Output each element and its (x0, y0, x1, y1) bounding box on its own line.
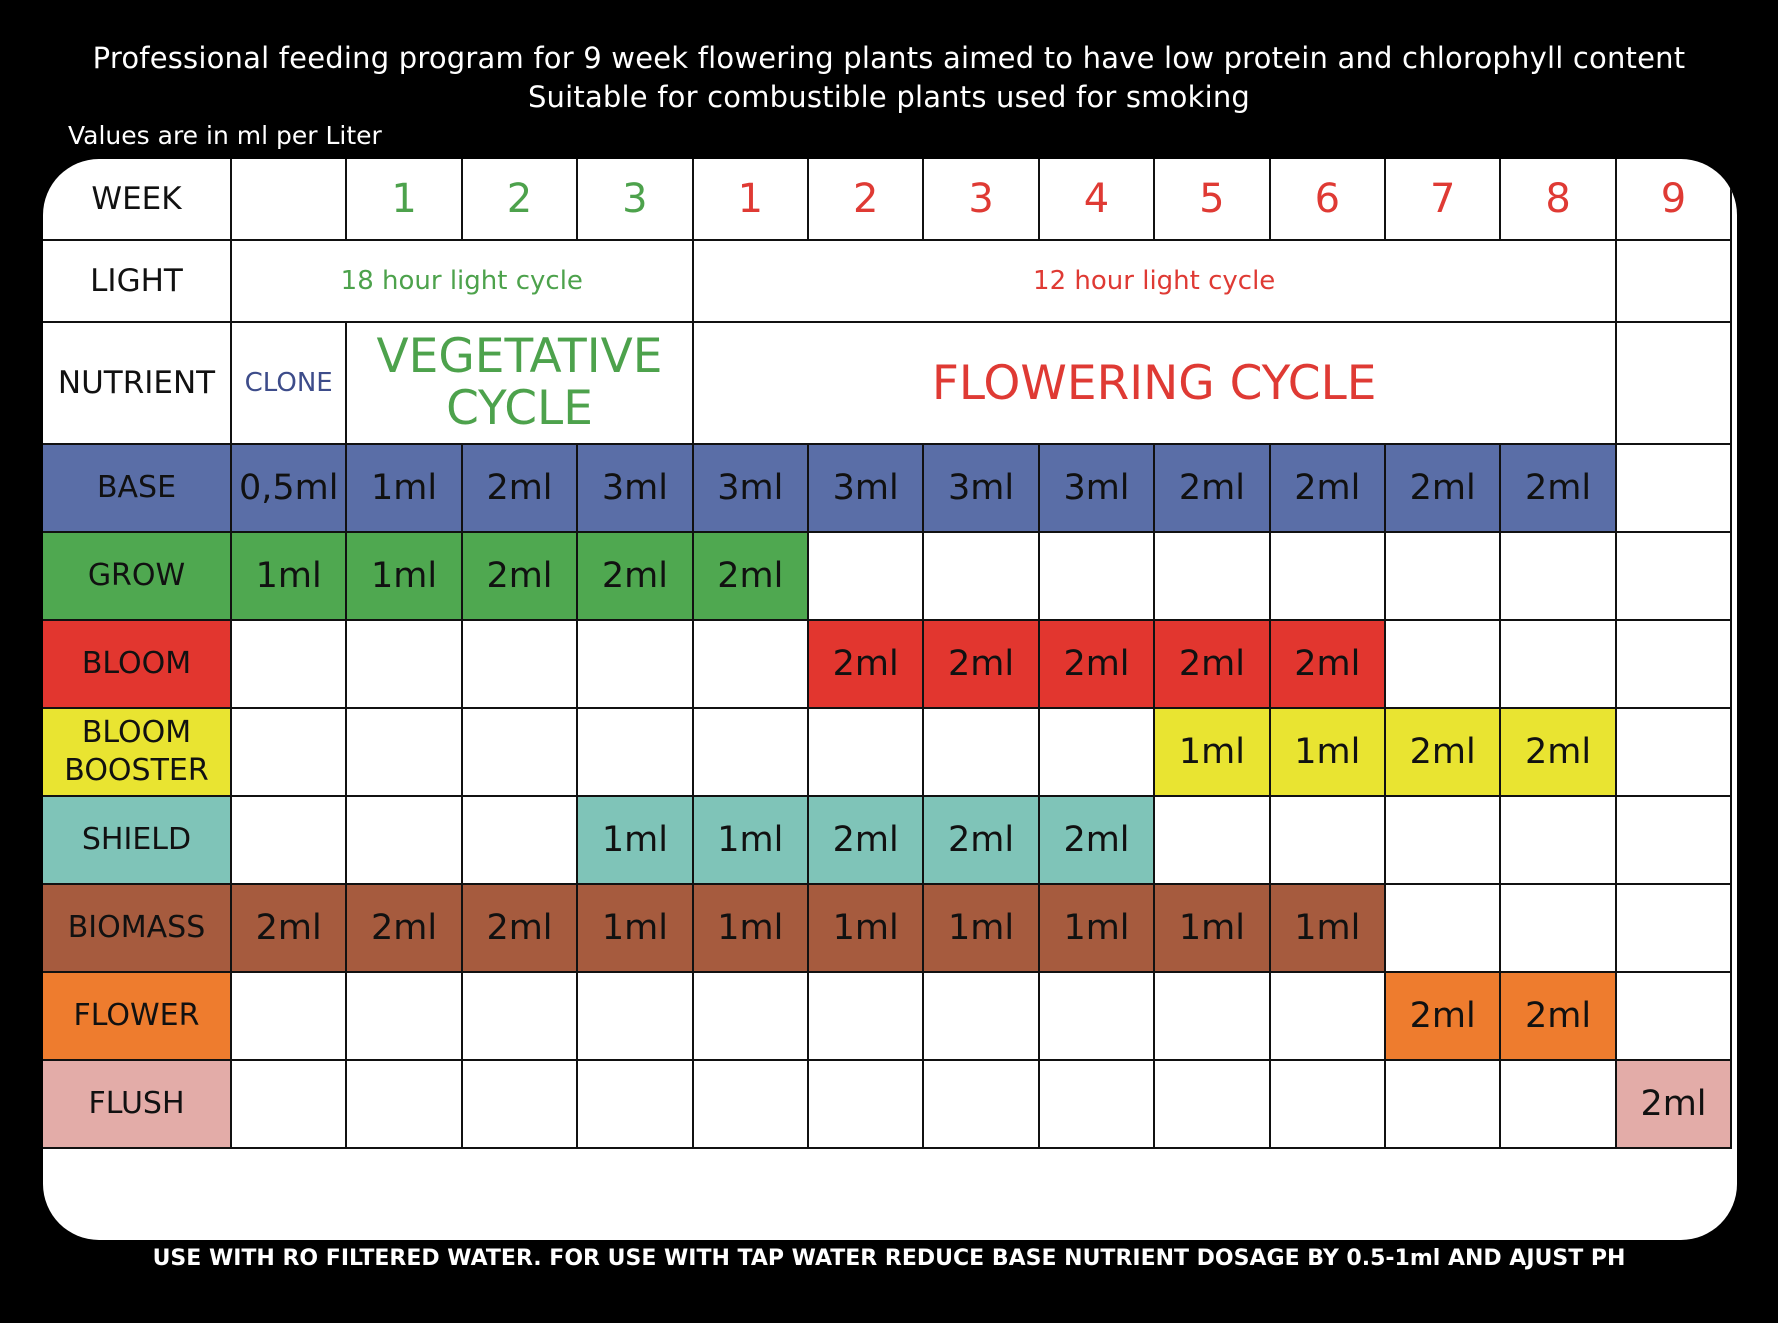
dose-cell-grow (809, 533, 924, 621)
row-label-biomass: BIOMASS (43, 885, 232, 973)
dose-cell-bloom (1617, 621, 1732, 709)
dose-cell-biomass: 1ml (694, 885, 809, 973)
dose-cell-shield (1155, 797, 1270, 885)
dose-cell-bloom-booster (347, 709, 462, 797)
dose-cell-flush (924, 1061, 1039, 1149)
dose-cell-bloom-booster: 2ml (1386, 709, 1501, 797)
row-label-base: BASE (43, 445, 232, 533)
dose-cell-bloom (1386, 621, 1501, 709)
dose-cell-flower (463, 973, 578, 1061)
dose-cell-flush (1501, 1061, 1616, 1149)
row-label-shield: SHIELD (43, 797, 232, 885)
clone-cell: CLONE (232, 323, 347, 445)
dose-cell-grow (924, 533, 1039, 621)
dose-cell-grow: 1ml (232, 533, 347, 621)
dose-cell-bloom-booster (694, 709, 809, 797)
dose-cell-flush: 2ml (1617, 1061, 1732, 1149)
row-label-flush: FLUSH (43, 1061, 232, 1149)
week-number-cell: 8 (1501, 159, 1616, 241)
dose-cell-biomass: 1ml (1040, 885, 1155, 973)
flowering-cycle-cell: FLOWERING CYCLE (694, 323, 1617, 445)
week-number-cell: 7 (1386, 159, 1501, 241)
dose-cell-bloom (232, 621, 347, 709)
week-number-cell: 9 (1617, 159, 1732, 241)
dose-cell-biomass: 2ml (347, 885, 462, 973)
dose-cell-biomass: 1ml (1271, 885, 1386, 973)
dose-cell-biomass: 1ml (809, 885, 924, 973)
dose-cell-base: 1ml (347, 445, 462, 533)
dose-cell-base: 2ml (1386, 445, 1501, 533)
dose-cell-flush (578, 1061, 693, 1149)
dose-cell-shield: 1ml (694, 797, 809, 885)
row-label-grow: GROW (43, 533, 232, 621)
dose-cell-base: 0,5ml (232, 445, 347, 533)
dose-cell-grow: 2ml (463, 533, 578, 621)
dose-cell-base: 3ml (694, 445, 809, 533)
week-number-cell: 3 (924, 159, 1039, 241)
dose-cell-bloom (578, 621, 693, 709)
week-number-cell: 2 (809, 159, 924, 241)
week-number-cell: 4 (1040, 159, 1155, 241)
week-number-cell: 5 (1155, 159, 1270, 241)
dose-cell-shield: 2ml (1040, 797, 1155, 885)
page-title: Professional feeding program for 9 week flowering plants aimed to have low protein and chlorophyll content (92, 41, 1686, 75)
dose-cell-flush (694, 1061, 809, 1149)
dose-cell-base: 3ml (578, 445, 693, 533)
dose-cell-bloom-booster: 1ml (1271, 709, 1386, 797)
dose-cell-flower (347, 973, 462, 1061)
dose-cell-flush (1386, 1061, 1501, 1149)
dose-cell-bloom-booster: 1ml (1155, 709, 1270, 797)
dose-cell-biomass: 2ml (463, 885, 578, 973)
dose-cell-biomass (1617, 885, 1732, 973)
dose-cell-bloom: 2ml (1040, 621, 1155, 709)
dose-cell-bloom-booster (578, 709, 693, 797)
dose-cell-grow (1271, 533, 1386, 621)
dose-cell-shield (1386, 797, 1501, 885)
dose-cell-bloom: 2ml (1155, 621, 1270, 709)
dose-cell-base: 2ml (1501, 445, 1616, 533)
week-number-cell: 1 (694, 159, 809, 241)
dose-cell-grow (1501, 533, 1616, 621)
week-number-cell: 2 (463, 159, 578, 241)
dose-cell-base: 3ml (924, 445, 1039, 533)
dose-cell-base: 2ml (463, 445, 578, 533)
dose-cell-base (1617, 445, 1732, 533)
light-12h-cell: 12 hour light cycle (694, 241, 1617, 323)
dose-cell-flower (694, 973, 809, 1061)
dose-cell-base: 2ml (1271, 445, 1386, 533)
units-note: Values are in ml per Liter (68, 121, 382, 150)
feeding-table (43, 159, 1737, 1240)
dose-cell-flower: 2ml (1386, 973, 1501, 1061)
dose-cell-biomass: 1ml (924, 885, 1039, 973)
dose-cell-flower (1040, 973, 1155, 1061)
dose-cell-bloom-booster: 2ml (1501, 709, 1616, 797)
dose-cell-shield (1271, 797, 1386, 885)
dose-cell-flower (809, 973, 924, 1061)
dose-cell-biomass: 1ml (1155, 885, 1270, 973)
dose-cell-biomass (1386, 885, 1501, 973)
dose-cell-shield: 2ml (924, 797, 1039, 885)
dose-cell-grow: 1ml (347, 533, 462, 621)
dose-cell-biomass: 1ml (578, 885, 693, 973)
dose-cell-flower (1155, 973, 1270, 1061)
dose-cell-bloom-booster (1617, 709, 1732, 797)
dose-cell-shield (232, 797, 347, 885)
dose-cell-shield (1617, 797, 1732, 885)
dose-cell-biomass (1501, 885, 1616, 973)
dose-cell-grow (1386, 533, 1501, 621)
dose-cell-grow: 2ml (694, 533, 809, 621)
vegetative-cycle-cell: VEGETATIVE CYCLE (347, 323, 693, 445)
dose-cell-flush (463, 1061, 578, 1149)
page-subtitle: Suitable for combustible plants used for smoking (527, 80, 1251, 114)
dose-cell-base: 3ml (1040, 445, 1155, 533)
dose-cell-shield: 2ml (809, 797, 924, 885)
dose-cell-grow (1155, 533, 1270, 621)
dose-cell-shield (1501, 797, 1616, 885)
row-label-bloom: BLOOM (43, 621, 232, 709)
dose-cell-flush (809, 1061, 924, 1149)
dose-cell-grow (1617, 533, 1732, 621)
dose-cell-bloom-booster (809, 709, 924, 797)
dose-cell-bloom (694, 621, 809, 709)
dose-cell-bloom-booster (463, 709, 578, 797)
dose-cell-flush (1040, 1061, 1155, 1149)
dose-cell-bloom-booster (1040, 709, 1155, 797)
dose-cell-flush (232, 1061, 347, 1149)
light-label: LIGHT (43, 241, 232, 323)
dose-cell-flower (1617, 973, 1732, 1061)
dose-cell-biomass: 2ml (232, 885, 347, 973)
dose-cell-bloom: 2ml (1271, 621, 1386, 709)
dose-cell-grow (1040, 533, 1155, 621)
dose-cell-shield: 1ml (578, 797, 693, 885)
week-label: WEEK (43, 159, 232, 241)
dose-cell-base: 3ml (809, 445, 924, 533)
dose-cell-flush (1155, 1061, 1270, 1149)
dose-cell-bloom-booster (232, 709, 347, 797)
row-label-flower: FLOWER (43, 973, 232, 1061)
dose-cell-bloom-booster (924, 709, 1039, 797)
dose-cell-flower (578, 973, 693, 1061)
dose-cell-bloom: 2ml (924, 621, 1039, 709)
footer-note: USE WITH RO FILTERED WATER. FOR USE WITH TAP WATER REDUCE BASE NUTRIENT DOSAGE BY 0.5-1ml AND AJUST PH (152, 1246, 1626, 1271)
light-18h-cell: 18 hour light cycle (232, 241, 694, 323)
dose-cell-bloom (1501, 621, 1616, 709)
dose-cell-bloom (463, 621, 578, 709)
dose-cell-flush (1271, 1061, 1386, 1149)
dose-cell-shield (463, 797, 578, 885)
week-number-cell (232, 159, 347, 241)
dose-cell-base: 2ml (1155, 445, 1270, 533)
dose-cell-shield (347, 797, 462, 885)
dose-cell-flush (347, 1061, 462, 1149)
light-empty-cell (1617, 241, 1732, 323)
dose-cell-flower (1271, 973, 1386, 1061)
dose-cell-flower (232, 973, 347, 1061)
week-number-cell: 3 (578, 159, 693, 241)
dose-cell-bloom (347, 621, 462, 709)
dose-cell-flower (924, 973, 1039, 1061)
nutrient-label: NUTRIENT (43, 323, 232, 445)
dose-cell-grow: 2ml (578, 533, 693, 621)
dose-cell-flower: 2ml (1501, 973, 1616, 1061)
row-label-bloom-booster: BLOOM BOOSTER (43, 709, 232, 797)
nutrient-empty-cell (1617, 323, 1732, 445)
week-number-cell: 6 (1271, 159, 1386, 241)
dose-cell-bloom: 2ml (809, 621, 924, 709)
week-number-cell: 1 (347, 159, 462, 241)
